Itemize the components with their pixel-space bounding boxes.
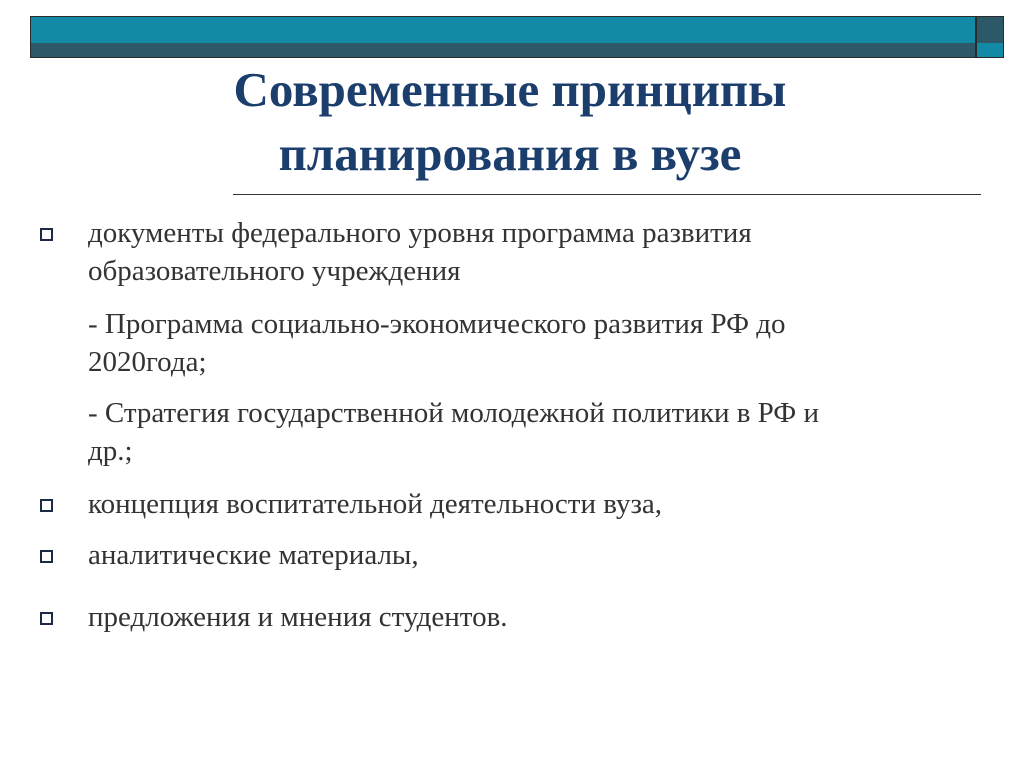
list-item-line: 2020года;: [88, 346, 207, 378]
hollow-square-bullet-icon: [40, 499, 53, 512]
hollow-square-bullet-icon: [40, 550, 53, 563]
list-subitem-text: [88, 394, 988, 470]
list-item-line: образовательного учреждения: [88, 255, 461, 287]
list-item-line: - Стратегия государственной молодежной политики в РФ и: [88, 397, 819, 429]
slide-title-line-2: планирования в вузе: [278, 126, 742, 181]
hollow-square-bullet-icon: [40, 612, 53, 625]
list-item-line: - Программа социально-экономического развития РФ до: [88, 308, 786, 340]
list-item-line: концепция воспитательной деятельности вуза,: [88, 488, 663, 520]
list-item-line: предложения и мнения студентов.: [88, 601, 508, 633]
list-item-text: [88, 598, 988, 636]
list-item-text: [88, 214, 988, 290]
list-item-text: [88, 536, 988, 574]
hollow-square-bullet-icon: [40, 228, 53, 241]
slide-title-line-1: Современные принципы: [233, 62, 787, 117]
list-item-line: аналитические материалы,: [88, 539, 419, 571]
list-item-text: [88, 485, 988, 523]
list-subitem-text: [88, 305, 988, 381]
list-item-line: документы федерального уровня программа развития: [88, 217, 752, 249]
list-item-line: др.;: [88, 435, 133, 467]
